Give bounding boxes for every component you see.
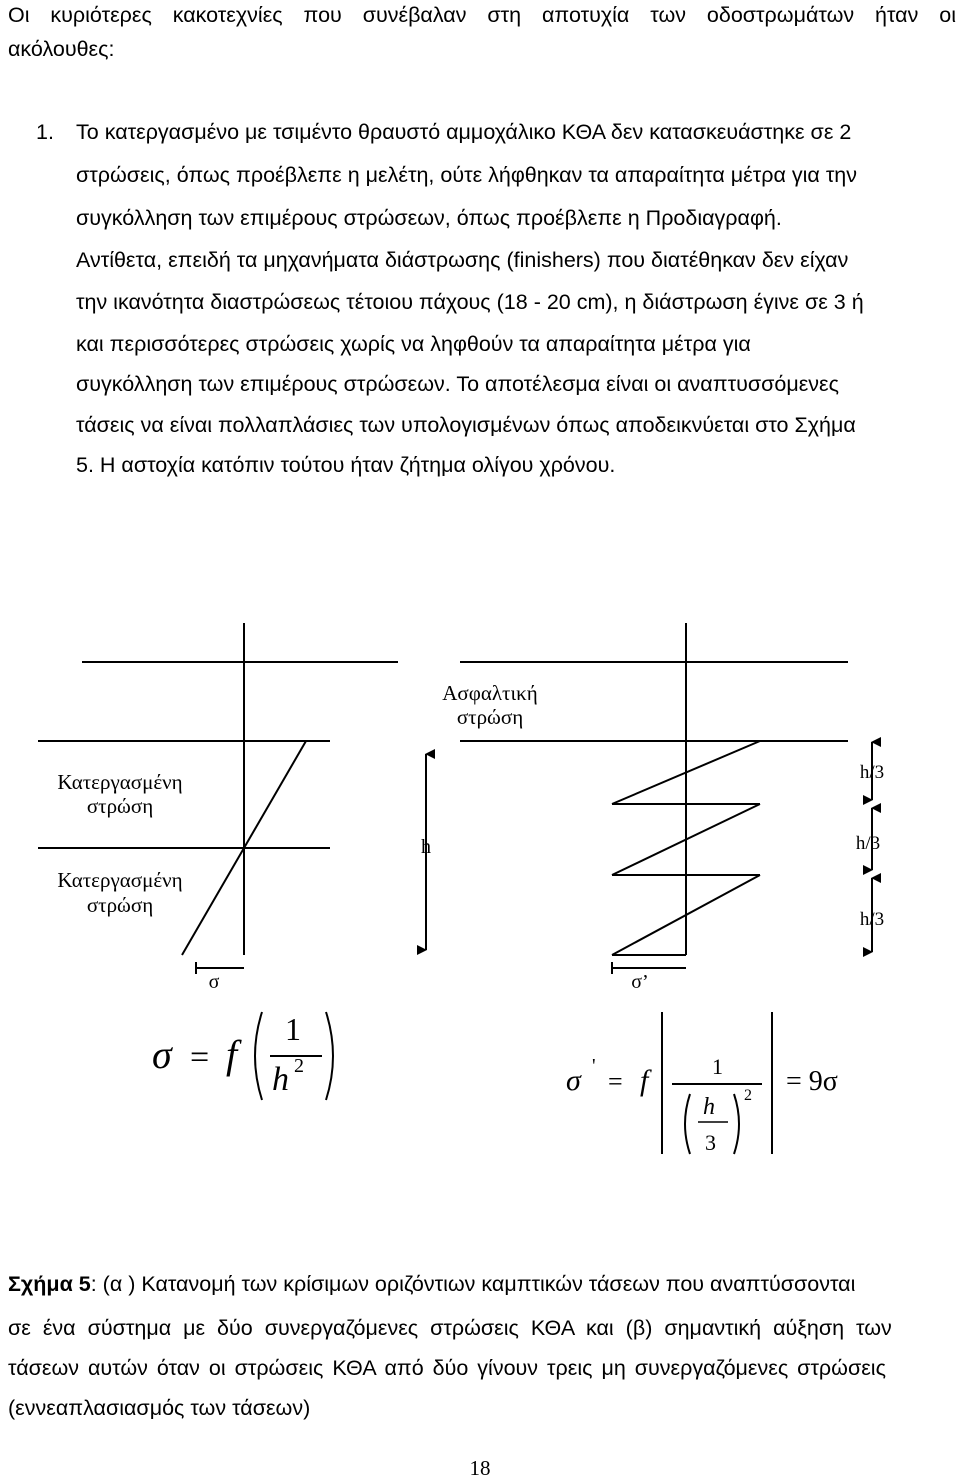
- eq1-sigma: σ: [152, 1032, 172, 1077]
- eq1-paren-left: [255, 1012, 262, 1100]
- page-number: 18: [469, 1456, 491, 1480]
- eq2-den-h: h: [703, 1094, 715, 1120]
- eq2-den-3: 3: [705, 1130, 716, 1155]
- label-h3-mid: h/3: [855, 833, 881, 854]
- label-sigma-prime: σ’: [631, 971, 649, 993]
- eq1-f: f: [226, 1032, 238, 1077]
- eq2-f: f: [640, 1064, 649, 1097]
- label-treated-a-2: στρώση: [86, 794, 154, 818]
- item-line-4: Αντίθετα, επειδή τα μηχανήματα διάστρωσης (finishers) που διατέθηκαν δεν είχαν: [76, 248, 849, 272]
- item-line-2: στρώσεις, όπως προέβλεπε η μελέτη, ούτε λήφθηκαν τα απαραίτητα μέτρα για την: [76, 163, 858, 187]
- eq2-prime: ': [592, 1055, 596, 1077]
- eq2-sigma: σ: [566, 1064, 581, 1097]
- caption-label: Σχήμα 5: [8, 1272, 91, 1296]
- item-line-3: συγκόλληση των επιμέρους στρώσεων, όπως προέβλεπε η Προδιαγραφή.: [76, 206, 782, 230]
- intro-line-1: Οι κυριότερες κακοτεχνίες που συνέβαλαν στη αποτυχία των οδοστρωμάτων ήταν οι: [8, 3, 956, 27]
- eq2-equals: =: [608, 1067, 623, 1096]
- label-sigma: σ: [208, 971, 220, 993]
- caption-line-3: τάσεων αυτών όταν οι στρώσεις ΚΘΑ από δύο γίνουν τρεις μη συνεργαζόμενες στρώσεις: [8, 1356, 886, 1380]
- eq2-exp: 2: [744, 1087, 752, 1104]
- label-asphalt-2: στρώση: [456, 705, 524, 729]
- label-h: h: [421, 836, 431, 858]
- eq1-equals: =: [190, 1039, 210, 1076]
- eq2-inner-paren-left: [685, 1094, 690, 1154]
- eq2-inner-paren-right: [734, 1094, 739, 1154]
- list-item-number: 1.: [36, 120, 54, 144]
- figure-stress-diagram: [0, 600, 960, 1180]
- intro-line-2: ακόλουθες:: [8, 37, 115, 61]
- eq2-numerator: 1: [712, 1054, 723, 1079]
- item-line-5: την ικανότητα διαστρώσεως τέτοιου πάχους (18 - 20 cm), η διάστρωση έγινε σε 3 ή: [76, 290, 864, 314]
- label-h3-top: h/3: [859, 762, 885, 783]
- label-treated-a-1: Κατεργασμένη: [57, 770, 183, 794]
- item-line-7: συγκόλληση των επιμέρους στρώσεων. Το αποτέλεσμα είναι οι αναπτυσσόμενες: [76, 372, 839, 396]
- label-h3-bot: h/3: [859, 909, 885, 930]
- label-treated-b-1: Κατεργασμένη: [57, 868, 183, 892]
- eq1-denominator-exp: 2: [294, 1055, 304, 1077]
- label-treated-b-2: στρώση: [86, 893, 154, 917]
- caption-line-1-text: : (α ) Κατανομή των κρίσιμων οριζόντιων καμπτικών τάσεων που αναπτύσσονται: [90, 1272, 856, 1296]
- caption-line-2: σε ένα σύστημα με δύο συνεργαζόμενες στρώσεις ΚΘΑ και (β) σημαντική αύξηση των: [8, 1316, 892, 1340]
- eq2-result: = 9σ: [786, 1066, 838, 1097]
- eq1-denominator-h: h: [272, 1061, 289, 1098]
- item-line-1: Το κατεργασμένο με τσιμέντο θραυστό αμμοχάλικο ΚΘΑ δεν κατασκευάστηκε σε 2: [76, 120, 852, 144]
- item-line-9: 5. Η αστοχία κατόπιν τούτου ήταν ζήτημα ολίγου χρόνου.: [76, 453, 616, 477]
- item-line-8: τάσεις να είναι πολλαπλάσιες των υπολογισμένων όπως αποδεικνύεται στο Σχήμα: [76, 413, 856, 437]
- label-asphalt-1: Ασφαλτική: [442, 681, 538, 705]
- eq1-numerator: 1: [285, 1011, 301, 1047]
- item-line-6: και περισσότερες στρώσεις χωρίς να ληφθούν τα απαραίτητα μέτρα για: [76, 332, 751, 356]
- eq1-paren-right: [326, 1012, 333, 1100]
- caption-line-1: [8, 1272, 956, 1297]
- caption-line-4: (εννεαπλασιασμός των τάσεων): [8, 1396, 311, 1420]
